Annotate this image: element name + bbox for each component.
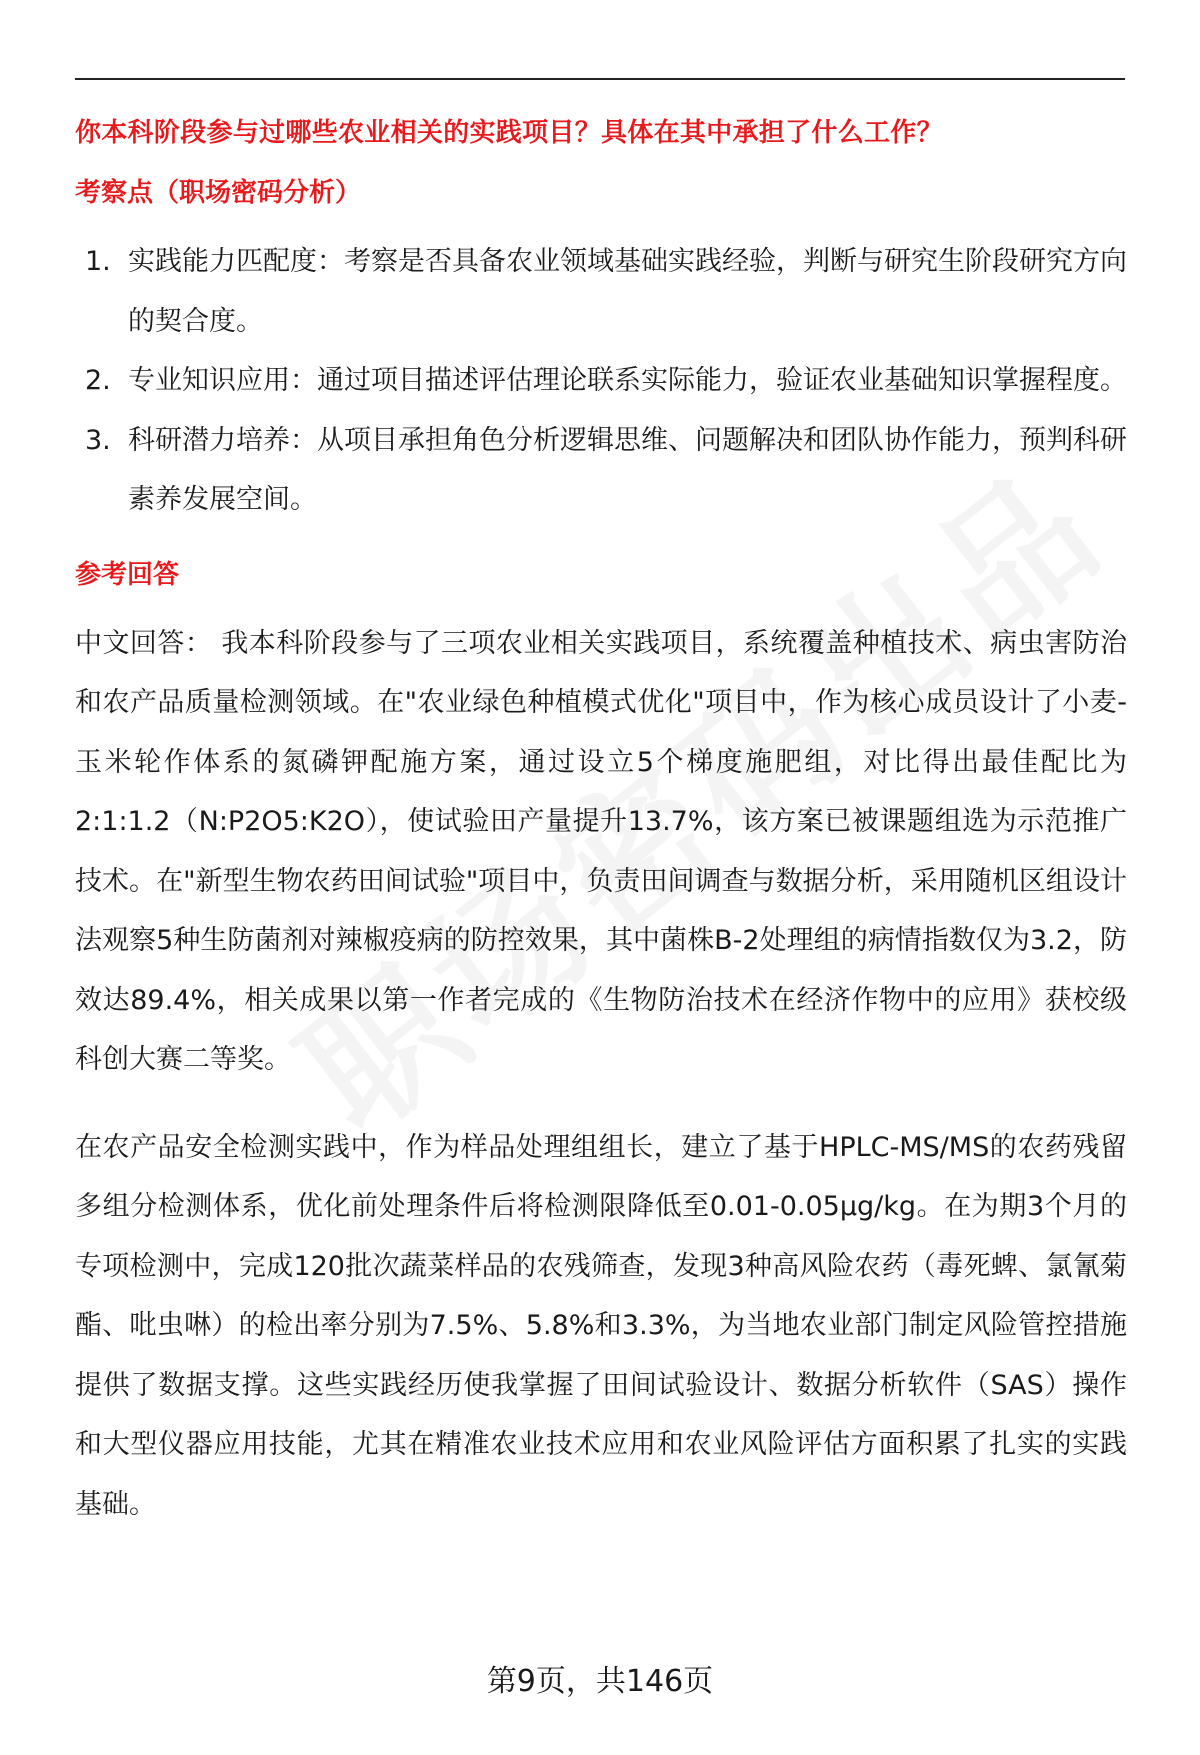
point-number: 3.: [85, 424, 111, 456]
interview-question: 你本科阶段参与过哪些农业相关的实践项目？具体在其中承担了什么工作？: [75, 118, 943, 148]
assessment-heading: 考察点（职场密码分析）: [75, 178, 362, 208]
page-content: [75, 104, 1127, 1534]
page-number: 第9页，共146页: [486, 1664, 714, 1699]
point-text: 实践能力匹配度：考察是否具备农业领域基础实践经验，判断与研究生阶段研究方向的契合度。: [128, 246, 1127, 337]
assessment-point: [75, 411, 1127, 530]
point-number: 2.: [85, 365, 111, 396]
reference-answer-heading: 参考回答: [75, 559, 180, 590]
assessment-points: [75, 232, 1127, 530]
assessment-point: [75, 351, 1127, 411]
point-text: 专业知识应用：通过项目描述评估理论联系实际能力，验证农业基础知识掌握程度。: [128, 365, 1127, 396]
assessment-point: [75, 232, 1127, 351]
point-text: 科研潜力培养：从项目承担角色分析逻辑思维、问题解决和团队协作能力，预判科研素养发展空间。: [128, 424, 1127, 515]
point-number: 1.: [85, 246, 111, 277]
answer-paragraph: 在农产品安全检测实践中，作为样品处理组组长，建立了基于HPLC-MS/MS的农药残留多组分检测体系，优化前处理条件后将检测限降低至0.01-0.05μg/kg。在为期3个月的专项检测中，完成120批次蔬菜样品的农残筛查，发现3种高风险农药（毒死蜱、氯氰菊酯、吡虫啉）的检出率分别为7.5%、5.8%和3.3%，为当地农业部门制定风险管控措施提供了数据支撑。这些实践经历使我掌握了田间试验设计、数据分析软件（SAS）操作和大型仪器应用技能，尤其在精准农业技术应用和农业风险评估方面积累了扎实的实践基础。: [75, 1131, 1127, 1520]
answer-paragraph: 中文回答： 我本科阶段参与了三项农业相关实践项目，系统覆盖种植技术、病虫害防治和农产品质量检测领域。在"农业绿色种植模式优化"项目中，作为核心成员设计了小麦-玉米轮作体系的氮磷钾配施方案，通过设立5个梯度施肥组，对比得出最佳配比为2:1:1.2（N:P2O5:K2O），使试验田产量提升13.7%，该方案已被课题组选为示范推广技术。在"新型生物农药田间试验"项目中，负责田间调查与数据分析，采用随机区组设计法观察5种生防菌剂对辣椒疫病的防控效果，其中菌株B-2处理组的病情指数仅为3.2，防效达89.4%，相关成果以第一作者完成的《生物防治技术在经济作物中的应用》获校级科创大赛二等奖。: [75, 627, 1127, 1075]
header-rule: [75, 78, 1125, 80]
